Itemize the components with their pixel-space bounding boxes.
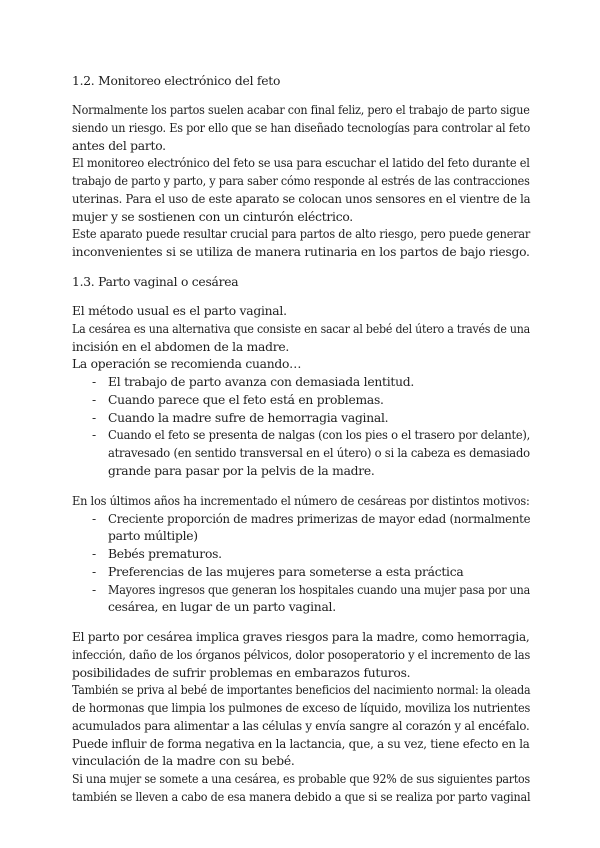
section-heading-1-2: 1.2. Monitoreo electrónico del feto — [72, 74, 281, 88]
list-item: Cuando el feto se presenta de nalgas (con los pies o el trasero por delante), — [108, 428, 531, 442]
paragraph-line: acumulados para alimentar a las células y envía sangre al corazón y al encéfalo. — [72, 719, 530, 733]
paragraph-line: En los últimos años ha incrementado el número de cesáreas por distintos motivos: — [72, 494, 530, 508]
paragraph-line: antes del parto. — [72, 139, 166, 153]
paragraph-line: uterinas. Para el uso de este aparato se colocan unos sensores en el vientre de la — [72, 192, 531, 206]
paragraph-line: incisión en el abdomen de la madre. — [72, 340, 290, 354]
list-bullet: - — [92, 411, 97, 425]
list-bullet: - — [92, 547, 97, 561]
paragraph-line: de hormonas que limpia los pulmones de exceso de líquido, moviliza los nutrientes — [72, 701, 531, 715]
paragraph-line: siendo un riesgo. Es por ello que se han diseñado tecnologías para controlar al feto — [72, 121, 531, 135]
list-item-continuation: cesárea, en lugar de un parto vaginal. — [108, 600, 336, 614]
list-item: Cuando la madre sufre de hemorragia vaginal. — [108, 411, 389, 425]
paragraph-line: Puede influir de forma negativa en la lactancia, que, a su vez, tiene efecto en la — [72, 737, 530, 751]
list-item-continuation: grande para pasar por la pelvis de la madre. — [108, 464, 375, 478]
list-bullet: - — [92, 428, 97, 442]
paragraph-line: También se priva al bebé de importantes beneficios del nacimiento normal: la oleada — [72, 683, 531, 697]
list-item: Bebés prematuros. — [108, 547, 222, 561]
list-item: Creciente proporción de madres primerizas de mayor edad (normalmente — [108, 512, 531, 526]
paragraph-line: trabajo de parto y parto, y para saber cómo responde al estrés de las contracciones — [72, 174, 530, 188]
list-item: Preferencias de las mujeres para someterse a esta práctica — [108, 565, 464, 579]
list-bullet: - — [92, 565, 97, 579]
paragraph-line: El parto por cesárea implica graves riesgos para la madre, como hemorragia, — [72, 630, 530, 644]
paragraph-line: La operación se recomienda cuando… — [72, 357, 302, 371]
list-bullet: - — [92, 393, 97, 407]
list-bullet: - — [92, 583, 97, 597]
paragraph-line: mujer y se sostienen con un cinturón eléctrico. — [72, 210, 353, 224]
list-item-continuation: parto múltiple) — [108, 529, 198, 543]
paragraph-line: inconvenientes si se utiliza de manera rutinaria en los partos de bajo riesgo. — [72, 245, 530, 259]
paragraph-line: infección, daño de los órganos pélvicos, dolor posoperatorio y el incremento de las — [72, 648, 531, 662]
list-item: Mayores ingresos que generan los hospitales cuando una mujer pasa por una — [108, 583, 531, 597]
paragraph-line: posibilidades de sufrir problemas en embarazos futuros. — [72, 666, 411, 680]
list-item: El trabajo de parto avanza con demasiada lentitud. — [108, 375, 415, 389]
list-item: Cuando parece que el feto está en problemas. — [108, 393, 384, 407]
paragraph-line: vinculación de la madre con su bebé. — [72, 754, 295, 768]
paragraph-line: Normalmente los partos suelen acabar con final feliz, pero el trabajo de parto sigue — [72, 103, 530, 117]
paragraph-line: El monitoreo electrónico del feto se usa para escuchar el latido del feto durante el — [72, 156, 530, 170]
paragraph-line: El método usual es el parto vaginal. — [72, 304, 287, 318]
paragraph-line: también se lleven a cabo de esa manera debido a que si se realiza por parto vaginal — [72, 790, 531, 804]
list-bullet: - — [92, 512, 97, 526]
paragraph-line: Si una mujer se somete a una cesárea, es probable que 92% de sus siguientes partos — [72, 772, 530, 786]
section-heading-1-3: 1.3. Parto vaginal o cesárea — [72, 275, 239, 289]
list-item-continuation: atravesado (en sentido transversal en el útero) o si la cabeza es demasiado — [108, 446, 530, 460]
paragraph-line: Este aparato puede resultar crucial para partos de alto riesgo, pero puede generar — [72, 227, 531, 241]
list-bullet: - — [92, 375, 97, 389]
paragraph-line: La cesárea es una alternativa que consiste en sacar al bebé del útero a través de una — [72, 322, 531, 336]
